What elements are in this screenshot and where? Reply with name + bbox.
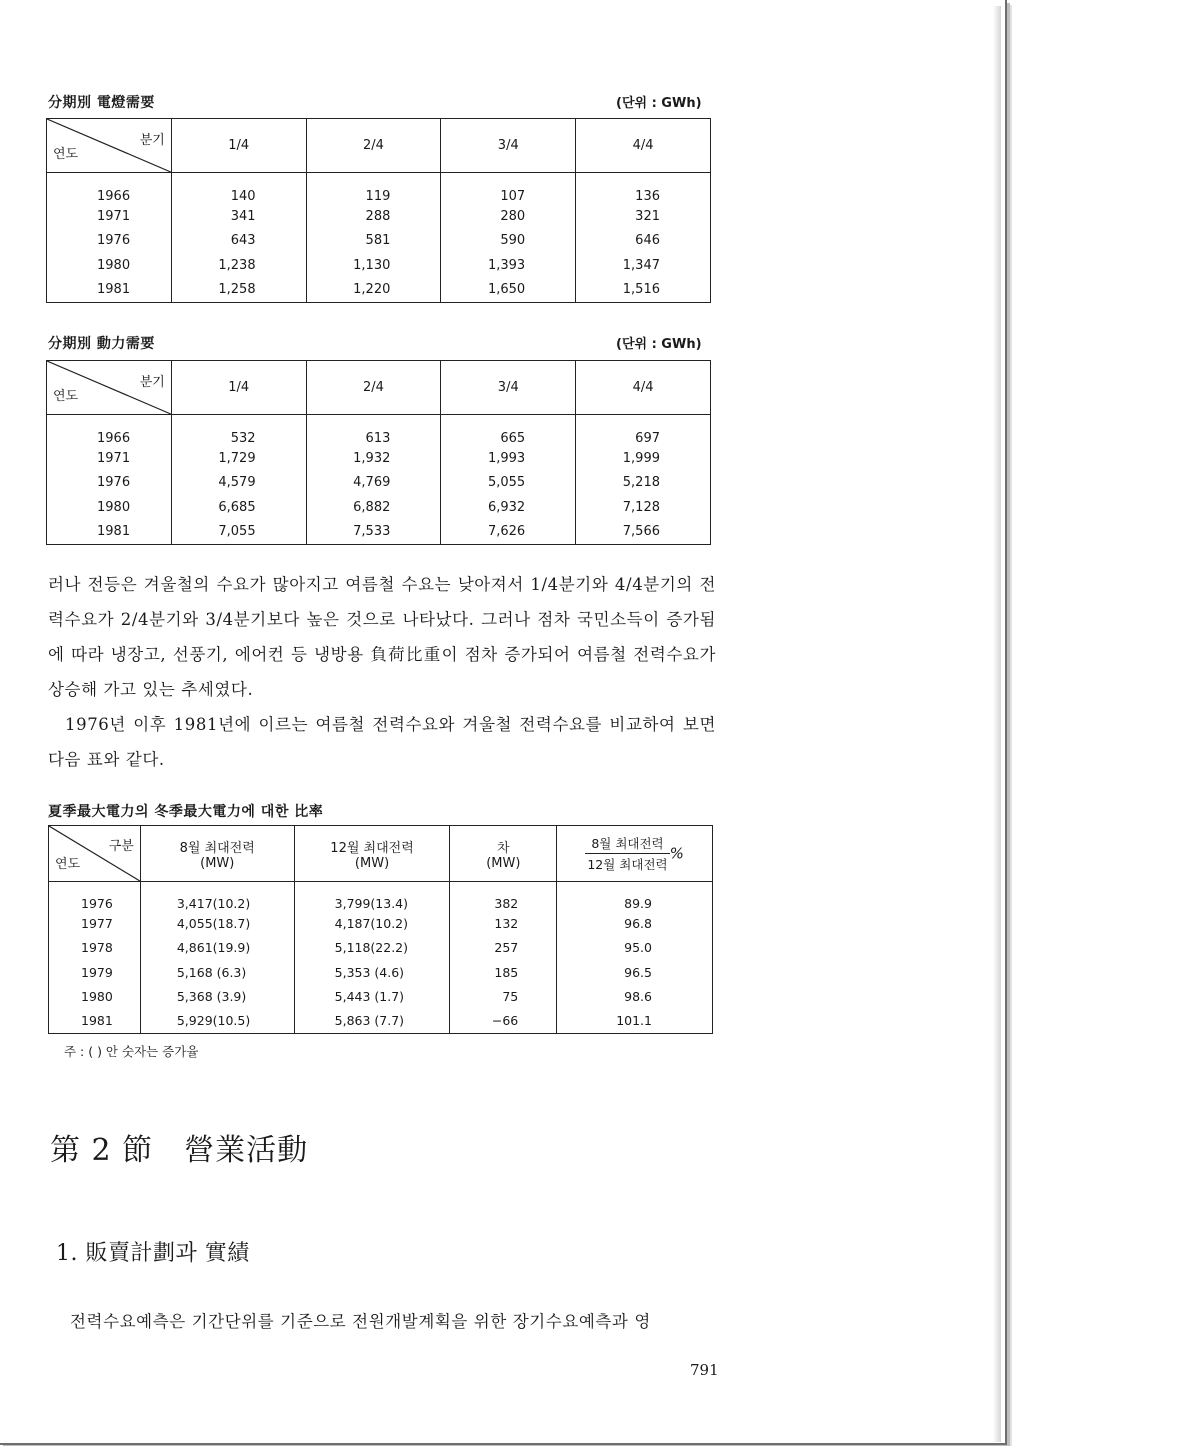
page-number: 791 — [690, 1361, 719, 1379]
paragraph-3: 전력수요예측은 기간단위를 기준으로 전원개발계획을 위한 장기수요예측과 영 — [70, 1312, 651, 1331]
table3-dec-cell: 5,863 (7.7) — [294, 1009, 450, 1034]
table3-ratio-cell: 89.9 — [557, 882, 713, 911]
table3-corner-category: 구분 — [108, 839, 134, 854]
table3-aug-cell: 4,055(18.7) — [140, 911, 294, 936]
table2-col-header: 2/4 — [306, 361, 441, 415]
subsection-heading: 1. 販賣計劃과 實績 — [56, 1241, 250, 1266]
table3 — [48, 825, 713, 1034]
table1 — [46, 118, 711, 303]
table3-year-cell: 1976 — [81, 895, 113, 911]
table1-value-cell: 1,220 — [306, 278, 441, 303]
table3-dec-cell: 3,799(13.4) — [294, 882, 450, 911]
table3-dec-cell: 5,443 (1.7) — [294, 984, 450, 1009]
table2-year-cell: 1976 — [97, 475, 131, 491]
table1-year-cell: 1981 — [97, 282, 131, 298]
table2-value-cell: 5,055 — [441, 471, 576, 496]
table3-diff-cell: 257 — [450, 935, 557, 960]
table2-value-cell: 6,882 — [306, 495, 441, 520]
table1-year-cell: 1966 — [97, 188, 131, 204]
table3-note: 주 : ( ) 안 숫자는 증가율 — [64, 1044, 199, 1059]
table1-caption: 分期別 電燈需要 — [48, 95, 155, 111]
table3-aug-cell: 3,417(10.2) — [140, 882, 294, 911]
table1-corner-quarter: 분기 — [139, 133, 165, 148]
table1-col-header: 2/4 — [306, 119, 441, 173]
table2-year-cell: 1971 — [97, 450, 131, 466]
table3-row — [49, 984, 713, 1009]
table2-caption: 分期別 動力需要 — [48, 336, 155, 352]
table2-value-cell: 1,993 — [441, 446, 576, 471]
table2-corner-quarter: 분기 — [139, 375, 165, 390]
table2-col-header: 4/4 — [576, 361, 711, 415]
table3-ratio-cell: 96.8 — [557, 911, 713, 936]
table3-diff-cell: −66 — [450, 1009, 557, 1034]
table1-col-header: 4/4 — [576, 119, 711, 173]
table3-dec-cell: 5,118(22.2) — [294, 935, 450, 960]
table1-year-cell: 1976 — [97, 233, 131, 249]
table3-diff-cell: 382 — [450, 882, 557, 911]
table2-year-cell: 1980 — [97, 500, 131, 515]
table2-row — [47, 495, 711, 520]
table1-row — [47, 278, 711, 303]
table2-unit: (단위 : GWh) — [616, 337, 702, 352]
ratio-numerator: 8월 최대전력 — [585, 834, 669, 854]
table1-value-cell: 341 — [171, 204, 306, 229]
table3-row — [49, 1009, 713, 1034]
table1-value-cell: 140 — [171, 173, 306, 204]
ratio-percent-sign: % — [669, 844, 684, 863]
table3-ratio-cell: 96.5 — [557, 960, 713, 985]
table1-corner-cell — [47, 119, 172, 173]
table3-col-diff-unit: (MW) — [486, 855, 521, 871]
table1-value-cell: 1,258 — [171, 278, 306, 303]
table3-col-aug — [140, 826, 294, 882]
table3-aug-cell: 4,861(19.9) — [140, 935, 294, 960]
table1-value-cell: 1,347 — [576, 253, 711, 278]
table3-col-dec-unit: (MW) — [354, 855, 390, 871]
table1-value-cell: 1,238 — [171, 253, 306, 278]
table1-value-cell: 1,650 — [441, 278, 576, 303]
table2-value-cell: 5,218 — [576, 471, 711, 496]
ratio-denominator: 12월 최대전력 — [587, 857, 668, 872]
table3-year-cell: 1981 — [81, 1013, 113, 1029]
table3-diff-cell: 185 — [450, 960, 557, 985]
table1-year-cell: 1971 — [97, 208, 131, 224]
table2-value-cell: 7,566 — [576, 520, 711, 545]
table1-value-cell: 136 — [576, 173, 711, 204]
table2-value-cell: 697 — [576, 415, 711, 446]
table1-corner-year: 연도 — [53, 147, 79, 162]
table2-value-cell: 1,729 — [171, 446, 306, 471]
table2-row — [47, 446, 711, 471]
section-heading: 第 2 節 營業活動 — [50, 1133, 309, 1168]
table1-value-cell: 321 — [576, 204, 711, 229]
table1-col-header: 3/4 — [441, 119, 576, 173]
table1-value-cell: 280 — [441, 204, 576, 229]
table3-col-dec-label: 12월 최대전력 — [330, 840, 414, 856]
table2-value-cell: 1,999 — [576, 446, 711, 471]
table3-col-dec — [294, 826, 450, 882]
table3-row — [49, 882, 713, 911]
table3-ratio-cell: 95.0 — [557, 935, 713, 960]
table1-value-cell: 107 — [441, 173, 576, 204]
table3-year-cell: 1978 — [81, 940, 113, 956]
table3-col-diff — [450, 826, 557, 882]
page-edge-shadow — [993, 6, 1001, 1442]
table1-value-cell: 119 — [306, 173, 441, 204]
table2-value-cell: 6,932 — [441, 495, 576, 520]
table2-value-cell: 532 — [171, 415, 306, 446]
table1-value-cell: 288 — [306, 204, 441, 229]
table3-diff-cell: 75 — [450, 984, 557, 1009]
table2-corner-year: 연도 — [53, 389, 79, 404]
table1-col-header: 1/4 — [171, 119, 306, 173]
table3-ratio-cell: 101.1 — [557, 1009, 713, 1034]
table1-value-cell: 1,516 — [576, 278, 711, 303]
table1-row — [47, 204, 711, 229]
table3-corner-year: 연도 — [55, 857, 81, 872]
table3-ratio-cell: 98.6 — [557, 984, 713, 1009]
paragraph-1: 러나 전등은 겨울철의 수요가 많아지고 여름철 수요는 낮아져서 1/4분기와 4/4분기의 전력수요가 2/4분기와 3/4분기보다 높은 것으로 나타났다. 그러나 점차 국민소득이 증가됨에 따라 냉장고, 선풍기, 에어컨 등 냉방용 負荷比重이 점차 증가되어 여름철 전력수요가 상승해 가고 있는 추세였다. — [48, 575, 716, 699]
table3-corner-cell — [49, 826, 141, 882]
table1-value-cell: 643 — [171, 229, 306, 254]
table2-value-cell: 1,932 — [306, 446, 441, 471]
table3-year-cell: 1980 — [81, 989, 113, 1005]
table2 — [46, 360, 711, 545]
table1-year-cell: 1980 — [97, 258, 131, 273]
table2-value-cell: 665 — [441, 415, 576, 446]
table1-row — [47, 253, 711, 278]
table1-unit: (단위 : GWh) — [616, 96, 702, 111]
paragraph-2: 1976년 이후 1981년에 이르는 여름철 전력수요와 겨울철 전력수요를 비교하여 보면 다음 표와 같다. — [48, 715, 716, 769]
table1-value-cell: 1,393 — [441, 253, 576, 278]
table3-col-aug-label: 8월 최대전력 — [179, 840, 255, 856]
table2-row — [47, 471, 711, 496]
table3-col-diff-label: 차 — [497, 840, 510, 856]
table3-row — [49, 960, 713, 985]
table3-aug-cell: 5,929(10.5) — [140, 1009, 294, 1034]
table3-row — [49, 935, 713, 960]
table3-caption: 夏季最大電力의 冬季最大電力에 대한 比率 — [48, 804, 324, 820]
ratio-fraction — [585, 834, 669, 873]
table1-row — [47, 173, 711, 204]
table1-value-cell: 581 — [306, 229, 441, 254]
table2-value-cell: 6,685 — [171, 495, 306, 520]
table2-value-cell: 7,128 — [576, 495, 711, 520]
table1-value-cell: 1,130 — [306, 253, 441, 278]
table3-dec-cell: 4,187(10.2) — [294, 911, 450, 936]
table2-row — [47, 415, 711, 446]
table2-row — [47, 520, 711, 545]
table2-year-cell: 1966 — [97, 430, 131, 446]
table1-value-cell: 590 — [441, 229, 576, 254]
table2-value-cell: 4,579 — [171, 471, 306, 496]
table3-aug-cell: 5,368 (3.9) — [140, 984, 294, 1009]
table3-dec-cell: 5,353 (4.6) — [294, 960, 450, 985]
table2-value-cell: 7,055 — [171, 520, 306, 545]
table3-diff-cell: 132 — [450, 911, 557, 936]
table2-col-header: 1/4 — [171, 361, 306, 415]
table3-row — [49, 911, 713, 936]
table1-value-cell: 646 — [576, 229, 711, 254]
table2-corner-cell — [47, 361, 172, 415]
table3-col-aug-unit: (MW) — [200, 855, 235, 871]
table1-row — [47, 229, 711, 254]
table3-year-cell: 1979 — [81, 964, 113, 980]
table2-value-cell: 7,626 — [441, 520, 576, 545]
table2-year-cell: 1981 — [97, 524, 131, 540]
table3-year-cell: 1977 — [81, 915, 113, 931]
table3-col-ratio — [557, 826, 713, 882]
table3-aug-cell: 5,168 (6.3) — [140, 960, 294, 985]
table2-value-cell: 7,533 — [306, 520, 441, 545]
table2-value-cell: 613 — [306, 415, 441, 446]
table2-value-cell: 4,769 — [306, 471, 441, 496]
table2-col-header: 3/4 — [441, 361, 576, 415]
body-text-block — [48, 567, 716, 777]
